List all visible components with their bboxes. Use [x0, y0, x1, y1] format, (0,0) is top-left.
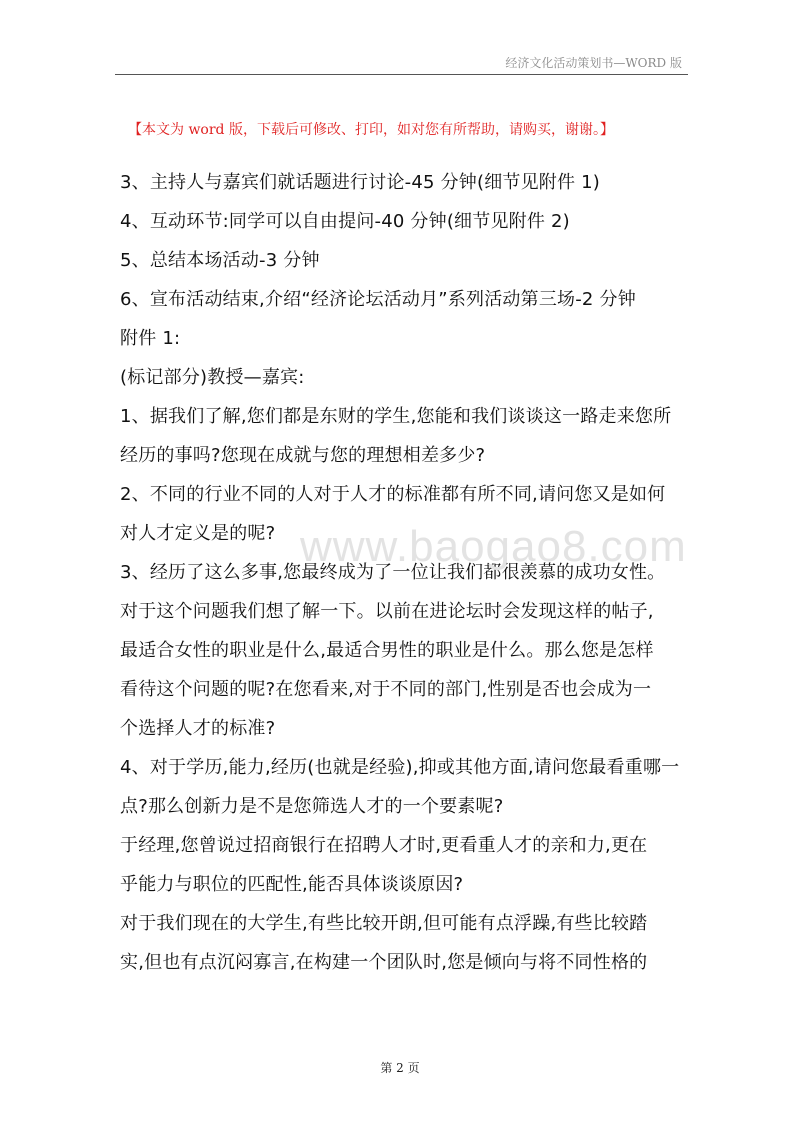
body-line: 个选择人才的标准?	[120, 718, 276, 739]
body-line: 实,但也有点沉闷寡言,在构建一个团队时,您是倾向与将不同性格的	[120, 952, 648, 973]
body-line: (标记部分)教授—嘉宾:	[120, 367, 305, 388]
page-header-title: 经济文化活动策划书—WORD 版	[505, 56, 682, 70]
watermark: www.baogao8.com	[300, 522, 687, 571]
body-line: 对人才定义是的呢?	[120, 523, 276, 544]
body-line: 3、经历了这么多事,您最终成为了一位让我们都很羡慕的成功女性。	[120, 562, 666, 583]
body-line: 附件 1:	[120, 328, 181, 349]
body-line: 经历的事吗?您现在成就与您的理想相差多少?	[120, 445, 486, 466]
body-line: 4、对于学历,能力,经历(也就是经验),抑或其他方面,请问您最看重哪一	[120, 757, 680, 778]
body-line: 5、总结本场活动-3 分钟	[120, 250, 320, 271]
body-line: 对于这个问题我们想了解一下。以前在进论坛时会发现这样的帖子,	[120, 601, 654, 622]
body-line: 乎能力与职位的匹配性,能否具体谈谈原因?	[120, 874, 464, 895]
page-number: 第 2 页	[380, 1061, 420, 1075]
body-line: 对于我们现在的大学生,有些比较开朗,但可能有点浮躁,有些比较踏	[120, 913, 648, 934]
purchase-notice: 【本文为 word 版，下载后可修改、打印，如对您有所帮助，请购买，谢谢。】	[128, 122, 614, 138]
body-line: 6、宣布活动结束,介绍“经济论坛活动月”系列活动第三场-2 分钟	[120, 289, 636, 310]
document-body	[120, 163, 692, 982]
body-line: 看待这个问题的呢?在您看来,对于不同的部门,性别是否也会成为一	[120, 679, 652, 700]
body-line: 2、不同的行业不同的人对于人才的标准都有所不同,请问您又是如何	[120, 484, 666, 505]
body-line: 3、主持人与嘉宾们就话题进行讨论-45 分钟(细节见附件 1)	[120, 172, 600, 193]
body-line: 最适合女性的职业是什么,最适合男性的职业是什么。那么您是怎样	[120, 640, 654, 661]
body-line: 4、互动环节:同学可以自由提问-40 分钟(细节见附件 2)	[120, 211, 570, 232]
body-line: 于经理,您曾说过招商银行在招聘人才时,更看重人才的亲和力,更在	[120, 835, 648, 856]
header-divider	[115, 74, 688, 75]
body-line: 点?那么创新力是不是您筛选人才的一个要素呢?	[120, 796, 504, 817]
body-line: 1、据我们了解,您们都是东财的学生,您能和我们谈谈这一路走来您所	[120, 406, 672, 427]
